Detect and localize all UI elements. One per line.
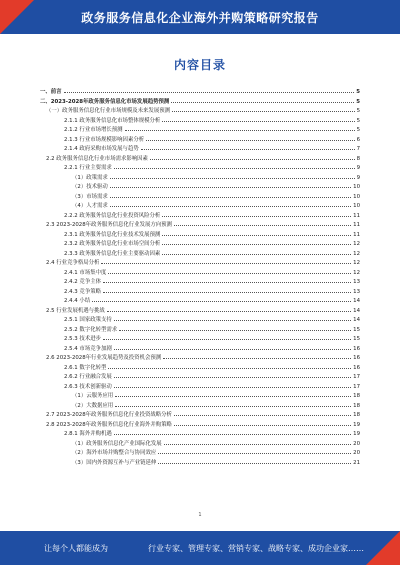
toc-entry[interactable] (40, 381, 360, 391)
toc-entry-label: 2.4 行业竞争格局分析 (46, 260, 100, 266)
toc-entry[interactable] (40, 343, 360, 353)
toc-entry[interactable] (40, 352, 360, 362)
toc-entry-page: 12 (353, 269, 360, 276)
toc-entry-page: 11 (353, 212, 360, 219)
toc-leader-dots (110, 200, 351, 207)
toc-entry[interactable] (40, 181, 360, 191)
toc-leader-dots (114, 381, 351, 388)
toc-entry[interactable] (40, 457, 360, 467)
toc-entry-page: 5 (356, 98, 360, 105)
toc-entry-label: 2.8 2023-2028年政务服务信息化行业海外并购策略 (46, 421, 172, 428)
toc-leader-dots (103, 286, 351, 293)
toc-entry-label: 2.1.1 政务服务信息化市场整体规模分析 (64, 117, 161, 124)
toc-leader-dots (110, 172, 355, 179)
toc-entry-label: 2.3.1 政务服务信息化行业技术发展预测 (64, 231, 161, 238)
toc-entry-label: 2.3.2 政务服务信息化行业市场空间分析 (64, 241, 161, 247)
toc-leader-dots (162, 210, 351, 217)
toc-leader-dots (125, 124, 355, 131)
toc-entry-label: 2.8.1 海外并购机遇 (64, 431, 112, 437)
toc-leader-dots (162, 115, 354, 122)
toc-leader-dots (114, 162, 355, 169)
toc-entry-page: 21 (353, 459, 360, 466)
page-number: 1 (198, 512, 202, 518)
toc-entry-page: 20 (353, 440, 360, 447)
toc-leader-dots (162, 248, 351, 255)
toc-entry-label: （1）政务服务信息化产业国际化发展 (72, 440, 162, 447)
toc-entry[interactable] (40, 172, 360, 182)
toc-leader-dots (110, 191, 351, 198)
toc-entry[interactable] (40, 409, 360, 419)
toc-heading: 内容目录 (173, 58, 226, 72)
toc-entry[interactable] (40, 200, 360, 210)
toc-entry-label: 2.1.4 政府采购市场发展与趋势 (64, 146, 139, 152)
toc-entry[interactable] (40, 276, 360, 286)
toc-entry[interactable] (40, 124, 360, 134)
toc-entry-page: 18 (353, 412, 360, 418)
toc-entry[interactable] (40, 314, 360, 324)
toc-entry-page: 11 (353, 222, 360, 228)
toc-leader-dots (162, 238, 351, 245)
toc-entry-label: （4）人才需求 (72, 203, 108, 209)
toc-leader-dots (162, 229, 351, 236)
toc-leader-dots (103, 333, 351, 340)
toc-entry[interactable] (40, 267, 360, 277)
toc-leader-dots (64, 86, 355, 93)
toc-entry-label: 2.4.1 市场集中度 (64, 269, 107, 276)
toc-entry-label: 2.1.3 行业市场规模影响因素分析 (64, 136, 145, 143)
toc-entry-label: （3）国内外资源互补与产业链延伸 (72, 459, 157, 466)
toc-leader-dots (174, 219, 351, 226)
toc-entry-label: 2.5.4 市场竞争加剧 (64, 345, 112, 352)
toc-leader-dots (164, 438, 351, 445)
toc-entry-page: 9 (356, 174, 360, 181)
toc-entry-page: 14 (353, 317, 360, 323)
toc-entry[interactable] (40, 229, 360, 239)
toc-entry[interactable] (40, 162, 360, 172)
toc-entry-page: 5 (356, 108, 360, 114)
toc-leader-dots (114, 314, 351, 321)
toc-entry[interactable] (40, 305, 360, 315)
toc-entry[interactable] (40, 428, 360, 438)
toc-entry-page: 6 (356, 136, 360, 143)
toc-entry-page: 5 (356, 127, 360, 133)
toc-leader-dots (174, 419, 351, 426)
toc-entry-label: 2.6.3 技术创新驱动 (64, 383, 112, 390)
toc-entry-label: （一）政务服务信息化行业市场规模及未来发展预测 (46, 108, 170, 114)
toc-entry[interactable] (40, 134, 360, 144)
toc-entry-label: （2）技术驱动 (72, 184, 108, 190)
toc-leader-dots (150, 153, 355, 160)
report-title: 政务服务信息化企业海外并购策略研究报告 (81, 11, 319, 25)
toc-entry-page: 10 (353, 203, 360, 209)
toc-entry-label: 2.5.1 国家政策支持 (64, 317, 112, 323)
toc-entry-page: 18 (353, 393, 360, 399)
toc-entry[interactable] (40, 419, 360, 429)
toc-leader-dots (172, 105, 355, 112)
toc-leader-dots (115, 400, 351, 407)
footer-slogan-right: 行业专家、管理专家、营销专家、战略专家、成功企业家…… (148, 544, 364, 553)
toc-entry-label: 2.2 政务服务信息化行业市场需求影响因素 (46, 155, 148, 162)
toc-leader-dots (114, 343, 351, 350)
toc-entry-label: （1）政策需求 (72, 174, 108, 181)
toc-entry-page: 15 (353, 326, 360, 333)
toc-entry-page: 16 (353, 355, 360, 361)
toc-entry[interactable] (40, 400, 360, 410)
toc-entry-page: 13 (353, 288, 360, 295)
toc-entry-label: （2）大数据应用 (72, 402, 114, 409)
toc-entry-label: 2.4.4 小结 (64, 298, 91, 304)
toc-entry[interactable] (40, 248, 360, 258)
toc-entry[interactable] (40, 333, 360, 343)
toc-leader-dots (108, 362, 351, 369)
toc-entry-page: 19 (353, 431, 360, 437)
toc-entry-page: 18 (353, 402, 360, 409)
toc-leader-dots (101, 257, 351, 264)
toc-leader-dots (92, 295, 351, 302)
toc-entry[interactable] (40, 191, 360, 201)
toc-entry-page: 8 (356, 155, 360, 162)
toc-entry-page: 17 (353, 383, 360, 390)
toc-entry[interactable] (40, 238, 360, 248)
toc-entry-page: 15 (353, 336, 360, 342)
toc-entry[interactable] (40, 324, 360, 334)
toc-entry-page: 12 (353, 241, 360, 247)
toc-entry[interactable] (40, 371, 360, 381)
toc-entry-label: 2.2.2 政务服务信息化行业投资风险分析 (64, 212, 161, 219)
toc-entry-page: 7 (356, 146, 360, 152)
toc-entry-label: 2.2.1 行业主要需求 (64, 165, 112, 171)
toc-entry-label: 2.5.2 数字化转型需求 (64, 326, 118, 333)
toc-leader-dots (110, 181, 351, 188)
toc-entry-page: 12 (353, 250, 360, 257)
toc-entry-label: 2.6 2023-2028年行业发展趋势及投资机会预测 (46, 355, 162, 361)
toc-entry[interactable] (40, 153, 360, 163)
toc-entry-page: 19 (353, 421, 360, 428)
toc-entry-label: 2.4.3 竞争策略 (64, 288, 101, 295)
toc-entry-label: 2.6.1 数字化转型 (64, 364, 107, 371)
toc-leader-dots (103, 276, 351, 283)
toc-entry[interactable] (40, 115, 360, 125)
toc-entry-label: 二、2023-2028年政务服务信息化市场发展趋势预测 (40, 98, 170, 105)
toc-leader-dots (114, 428, 351, 435)
toc-leader-dots (163, 352, 351, 359)
toc-entry-page: 20 (353, 450, 360, 456)
toc-entry[interactable] (40, 447, 360, 457)
toc-entry-label: 2.7 2023-2028年政务服务信息化行业投资战略分析 (46, 412, 172, 418)
toc-entry[interactable] (40, 105, 360, 115)
toc-entry[interactable] (40, 286, 360, 296)
toc-entry-label: 2.3 2023-2028年政务服务信息化行业发展方向预测 (46, 222, 172, 228)
toc-entry-page: 14 (353, 307, 360, 314)
footer-slogan-left: 让每个人都能成为 (44, 544, 108, 553)
toc-entry-label: （1）云服务应用 (72, 393, 114, 399)
toc-entry-page: 16 (353, 364, 360, 371)
toc-entry-page: 14 (353, 298, 360, 304)
toc-entry-page: 5 (356, 89, 360, 95)
toc-entry-page: 17 (353, 374, 360, 380)
toc-leader-dots (119, 324, 351, 331)
toc-leader-dots (107, 305, 351, 312)
toc-leader-dots (114, 371, 351, 378)
toc-entry-label: 2.1.2 行业市场增长预测 (64, 127, 123, 133)
toc-entry-page: 13 (353, 279, 360, 285)
toc-entry-label: （2）海外市场并购整合与协同效应 (72, 450, 157, 456)
toc-leader-dots (115, 390, 351, 397)
toc-leader-dots (141, 143, 355, 150)
toc-entry[interactable] (40, 96, 360, 106)
toc-leader-dots (158, 447, 351, 454)
toc-entry[interactable] (40, 295, 360, 305)
toc-entry-label: 一、前言 (40, 89, 62, 95)
toc-entry-label: 2.5 行业发展机遇与挑战 (46, 307, 105, 314)
toc-entry[interactable] (40, 390, 360, 400)
toc-entry[interactable] (40, 143, 360, 153)
report-header (0, 0, 400, 34)
toc-leader-dots (158, 457, 351, 464)
toc-entry-page: 16 (353, 345, 360, 352)
toc-leader-dots (146, 134, 354, 141)
toc-entry-label: 2.4.2 竞争主体 (64, 279, 101, 285)
toc-entry-page: 11 (353, 231, 360, 238)
toc-leader-dots (174, 409, 351, 416)
toc-entry-label: 2.6.2 行业融合发展 (64, 374, 112, 380)
toc-entry-label: （3）市场需求 (72, 193, 108, 200)
toc-entry-page: 5 (356, 117, 360, 124)
toc-entry[interactable] (40, 210, 360, 220)
toc-entry-page: 10 (353, 193, 360, 200)
toc-entry-page: 9 (356, 165, 360, 171)
toc-entry[interactable] (40, 86, 360, 96)
toc-entry[interactable] (40, 257, 360, 267)
toc-leader-dots (108, 267, 351, 274)
toc-entry[interactable] (40, 438, 360, 448)
table-of-contents (40, 86, 360, 466)
toc-entry-label: 2.3.3 政务服务信息化行业主要驱动因素 (64, 250, 161, 257)
toc-leader-dots (171, 96, 354, 103)
toc-entry-page: 10 (353, 184, 360, 190)
footer-corner-decoration (366, 531, 400, 565)
toc-entry[interactable] (40, 219, 360, 229)
toc-entry[interactable] (40, 362, 360, 372)
toc-entry-page: 12 (353, 260, 360, 266)
report-footer (0, 531, 400, 565)
toc-entry-label: 2.5.3 技术进步 (64, 336, 101, 342)
